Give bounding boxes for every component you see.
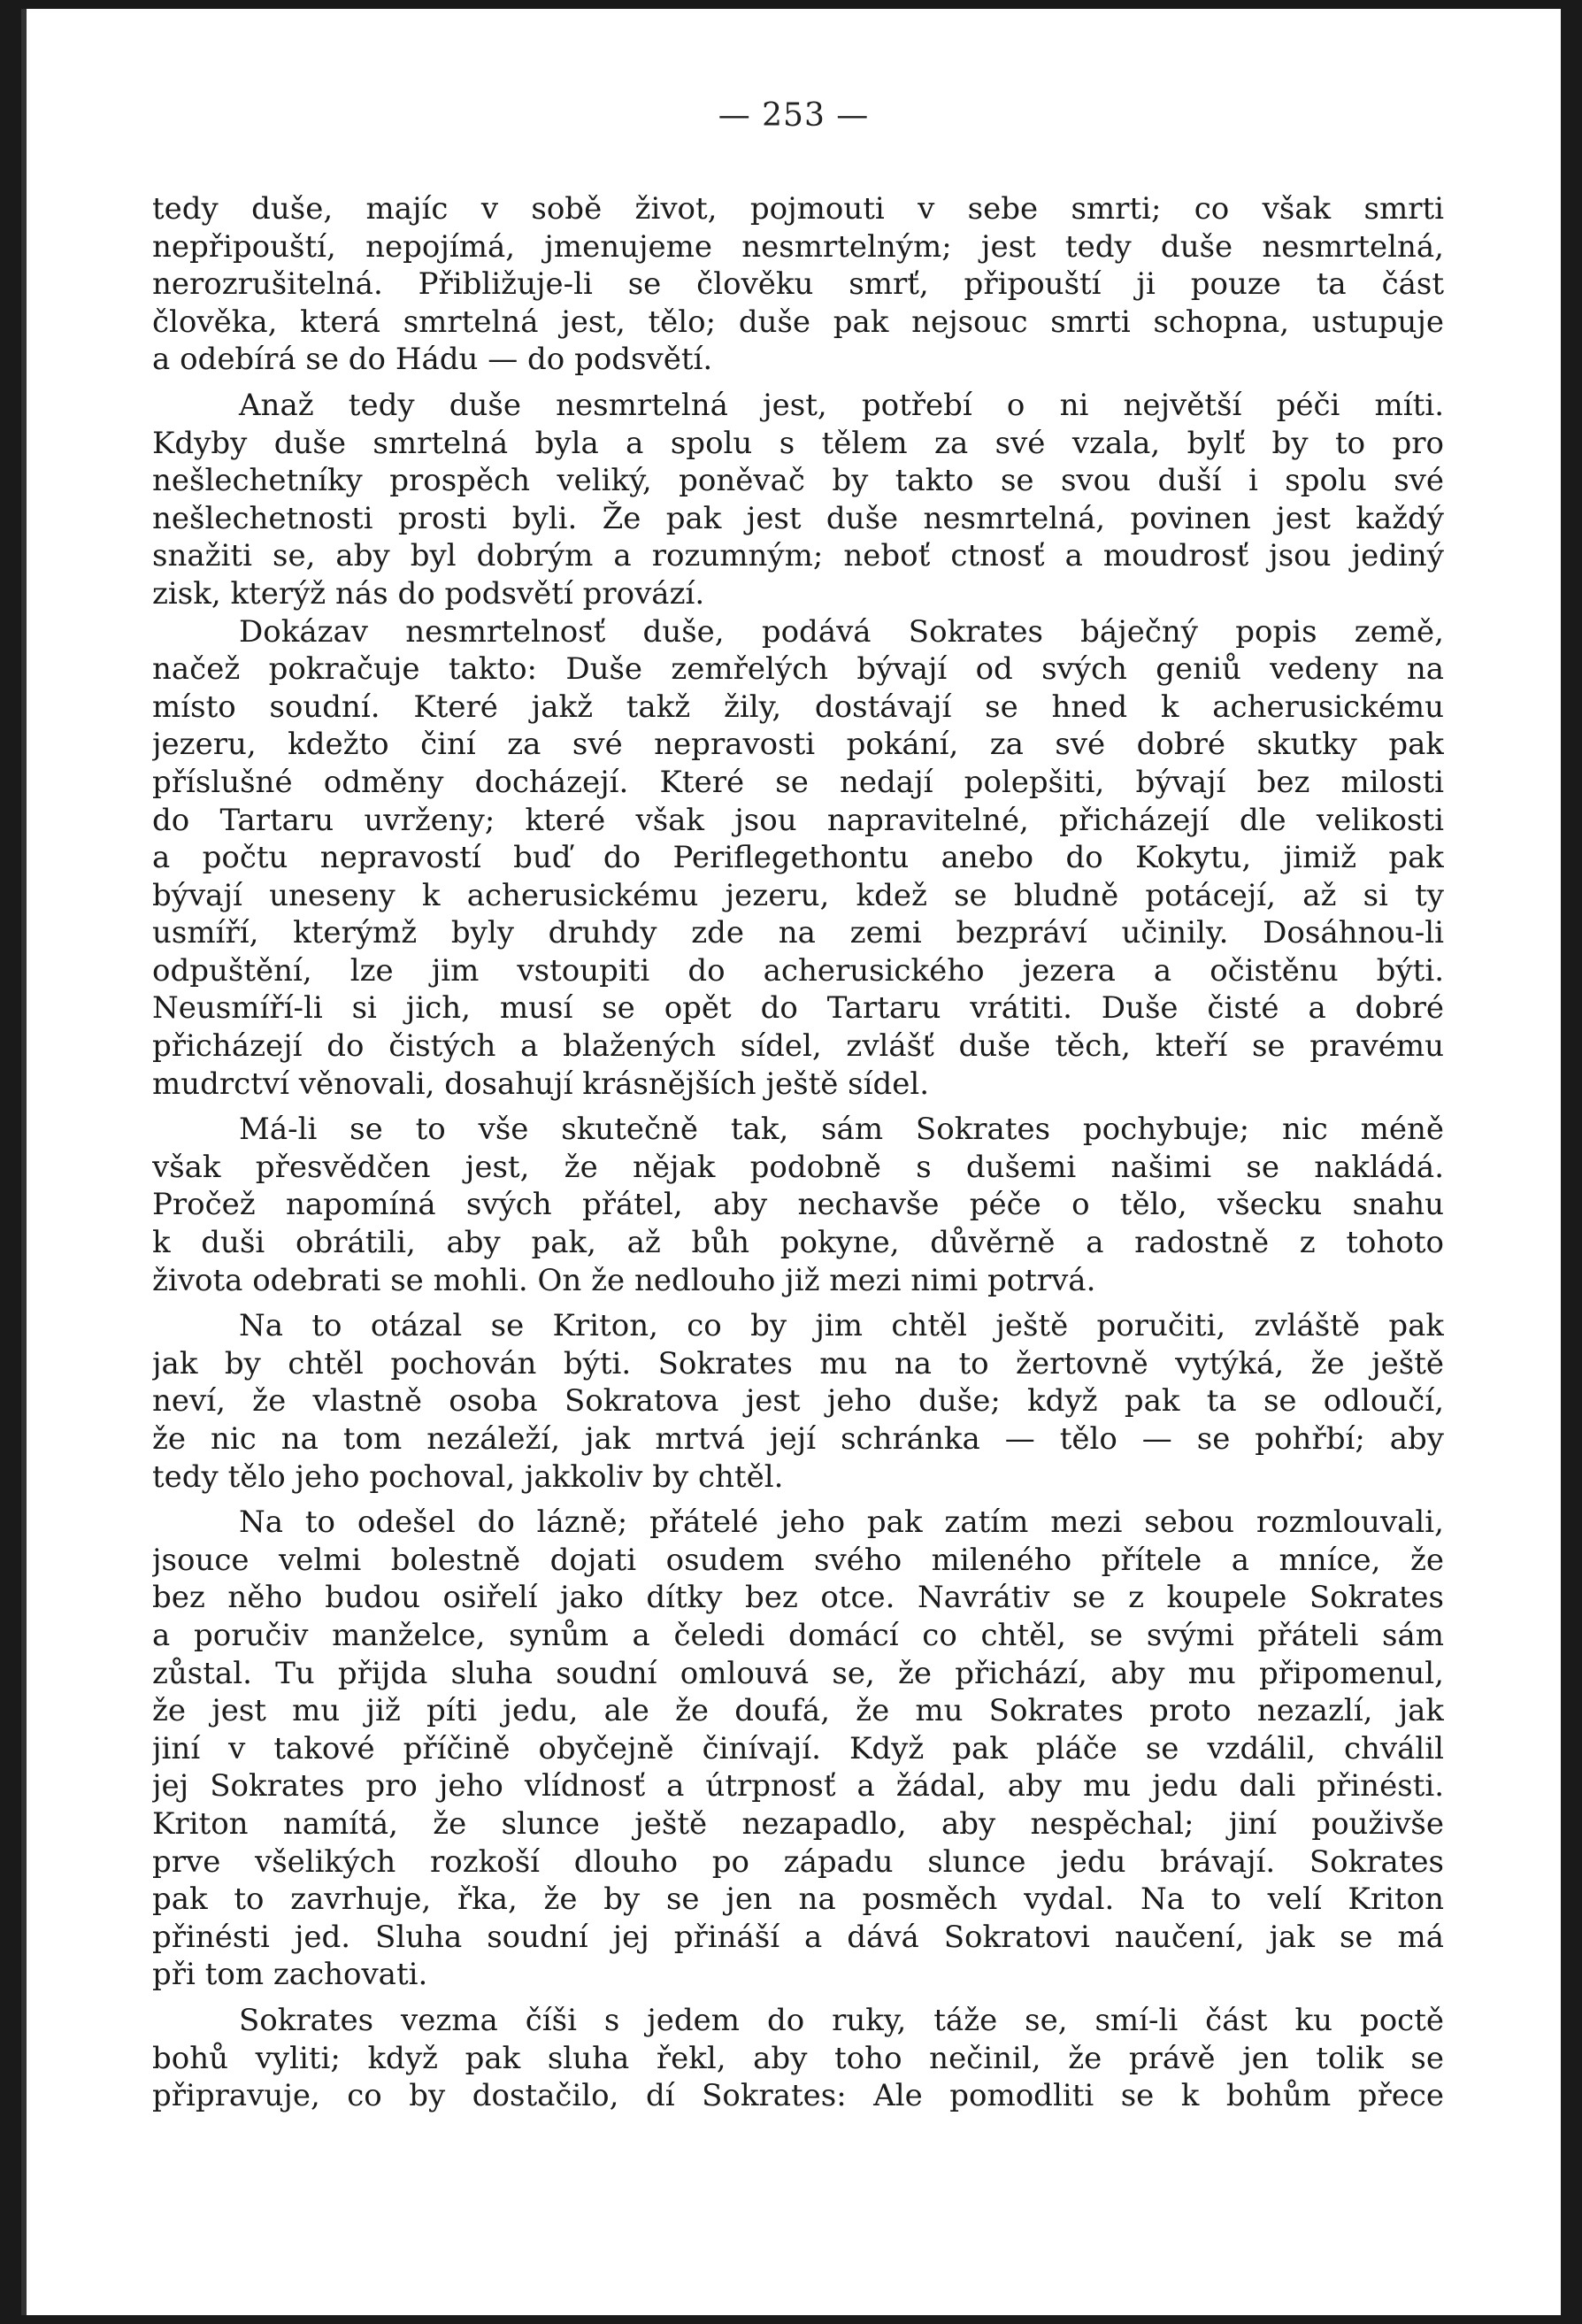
text-line: jezeru, kdežto činí za své nepravosti pokání, za své dobré skutky pak [152, 727, 1444, 763]
text-line: jiní v takové příčině obyčejně činívají. Když pak pláče se vzdálil, chválil [152, 1730, 1444, 1766]
text-line: bývají uneseny k acherusickému jezeru, kdež se bludně potácejí, až si ty [152, 877, 1444, 913]
text-line: a poručiv manželce, synům a čeledi domácí co chtěl, se svými přáteli sám [152, 1617, 1444, 1653]
paragraph [152, 387, 1444, 613]
text-line: připravuje, co by dostačilo, dí Sokrates: Ale pomodliti se k bohům přece [152, 2078, 1444, 2114]
paragraph [152, 2002, 1444, 2115]
page-number: — 253 — [718, 97, 870, 134]
paragraph [152, 190, 1444, 379]
text-line: jej Sokrates pro jeho vlídnosť a útrpnosť a žádal, aby mu jedu dali přinésti. [152, 1768, 1444, 1805]
text-line: do Tartaru uvrženy; které však jsou napravitelné, přicházejí dle velikosti [152, 802, 1444, 838]
text-line: při tom zachovati. [152, 1957, 428, 1993]
paragraph [152, 613, 1444, 1104]
text-line: jsouce velmi bolestně dojati osudem svého mileného přítele a mníce, že [152, 1542, 1444, 1578]
text-line: usmíří, kterýmž byly druhdy zde na zemi bezpráví učinily. Dosáhnou-li [152, 915, 1444, 951]
body-text [152, 190, 1444, 2115]
text-line: však přesvědčen jest, že nějak podobně s dušemi našimi se nakládá. [152, 1149, 1444, 1185]
book-page [21, 9, 1561, 2315]
text-line: pak to zavrhuje, řka, že by se jen na posměch vydal. Na to velí Kriton [152, 1882, 1444, 1918]
text-line: přicházejí do čistých a blažených sídel, zvlášť duše těch, kteří se pravému [152, 1028, 1444, 1065]
text-line: Kdyby duše smrtelná byla a spolu s tělem za své vzala, bylť by to pro [152, 425, 1444, 461]
text-line: jak by chtěl pochován býti. Sokrates mu na to žertovně vytýká, že ještě [152, 1345, 1444, 1381]
text-line: a počtu nepravostí buď do Periflegethontu anebo do Kokytu, jimiž pak [152, 840, 1444, 876]
text-line: nešlechetníky prospěch veliký, poněvač by takto se svou duší i spolu své [152, 463, 1444, 499]
text-line: zisk, kterýž nás do podsvětí provází. [152, 575, 705, 612]
text-line: Má-li se to vše skutečně tak, sám Sokrates pochybuje; nic méně [239, 1112, 1444, 1148]
text-line: Sokrates vezma číši s jedem do ruky, táže se, smí-li část ku poctě [239, 2002, 1444, 2038]
text-line: života odebrati se mohli. On že nedlouho již mezi nimi potrvá. [152, 1262, 1096, 1298]
paragraph [152, 1111, 1444, 1299]
text-line: místo soudní. Které jakž takž žily, dostávají se hned k acherusickému [152, 689, 1444, 725]
text-line: nepřipouští, nepojímá, jmenujeme nesmrtelným; jest tedy duše nesmrtelná, [152, 228, 1444, 265]
text-line: tedy duše, majíc v sobě život, pojmouti v sebe smrti; co však smrti [152, 191, 1444, 227]
text-line: že nic na tom nezáleží, jak mrtvá její schránka — tělo — se pohřbí; aby [152, 1421, 1444, 1457]
text-line: Na to odešel do lázně; přátelé jeho pak zatím mezi sebou rozmlouvali, [239, 1504, 1444, 1541]
text-line: bohů vyliti; když pak sluha řekl, aby toho nečinil, že právě jen tolik se [152, 2040, 1444, 2076]
text-line: Anaž tedy duše nesmrtelná jest, potřebí o ni největší péči míti. [239, 387, 1444, 423]
text-line: nerozrušitelná. Přibližuje-li se člověku smrť, připouští ji pouze ta část [152, 266, 1444, 303]
text-line: prve všelikých rozkoší dlouho po západu slunce jedu brávají. Sokrates [152, 1843, 1444, 1880]
text-line: Pročež napomíná svých přátel, aby nechavše péče o tělo, všecku snahu [152, 1187, 1444, 1223]
text-line: k duši obrátili, aby pak, až bůh pokyne, důvěrně a radostně z tohoto [152, 1225, 1444, 1261]
text-line: bez něho budou osiřelí jako dítky bez otce. Navrátiv se z koupele Sokrates [152, 1580, 1444, 1616]
text-line: přinésti jed. Sluha soudní jej přináší a dává Sokratovi naučení, jak se má [152, 1919, 1444, 1955]
text-line: příslušné odměny docházejí. Které se nedají polepšiti, bývají bez milosti [152, 764, 1444, 800]
text-line: snažiti se, aby byl dobrým a rozumným; neboť ctnosť a moudrosť jsou jediný [152, 538, 1444, 574]
text-line: Dokázav nesmrtelnosť duše, podává Sokrates báječný popis země, [239, 613, 1444, 650]
text-line: načež pokračuje takto: Duše zemřelých bývají od svých geniů vedeny na [152, 651, 1444, 688]
text-line: odpuštění, lze jim vstoupiti do acherusického jezera a očistěnu býti. [152, 952, 1444, 989]
text-line: mudrctví věnovali, dosahují krásnějších ještě sídel. [152, 1066, 930, 1102]
text-line: Neusmíří-li si jich, musí se opět do Tartaru vrátiti. Duše čisté a dobré [152, 990, 1444, 1027]
text-line: tedy tělo jeho pochoval, jakkoliv by chtěl. [152, 1458, 784, 1495]
paragraph [152, 1307, 1444, 1496]
text-line: neví, že vlastně osoba Sokratova jest jeho duše; když pak ta se odloučí, [152, 1383, 1444, 1420]
text-line: zůstal. Tu přijda sluha soudní omlouvá se, že přichází, aby mu připomenul, [152, 1655, 1444, 1691]
text-line: Kriton namítá, že slunce ještě nezapadlo, aby nespěchal; jiní použivše [152, 1805, 1444, 1842]
text-line: že jest mu již píti jedu, ale že doufá, že mu Sokrates proto nezazlí, jak [152, 1693, 1444, 1729]
text-line: nešlechetnosti prosti byli. Že pak jest duše nesmrtelná, povinen jest každý [152, 500, 1444, 536]
paragraph [152, 1504, 1444, 1994]
text-line: člověka, která smrtelná jest, tělo; duše pak nejsouc smrti schopna, ustupuje [152, 304, 1444, 340]
text-line: a odebírá se do Hádu — do podsvětí. [152, 342, 713, 378]
text-line: Na to otázal se Kriton, co by jim chtěl ještě poručiti, zvláště pak [239, 1308, 1444, 1344]
